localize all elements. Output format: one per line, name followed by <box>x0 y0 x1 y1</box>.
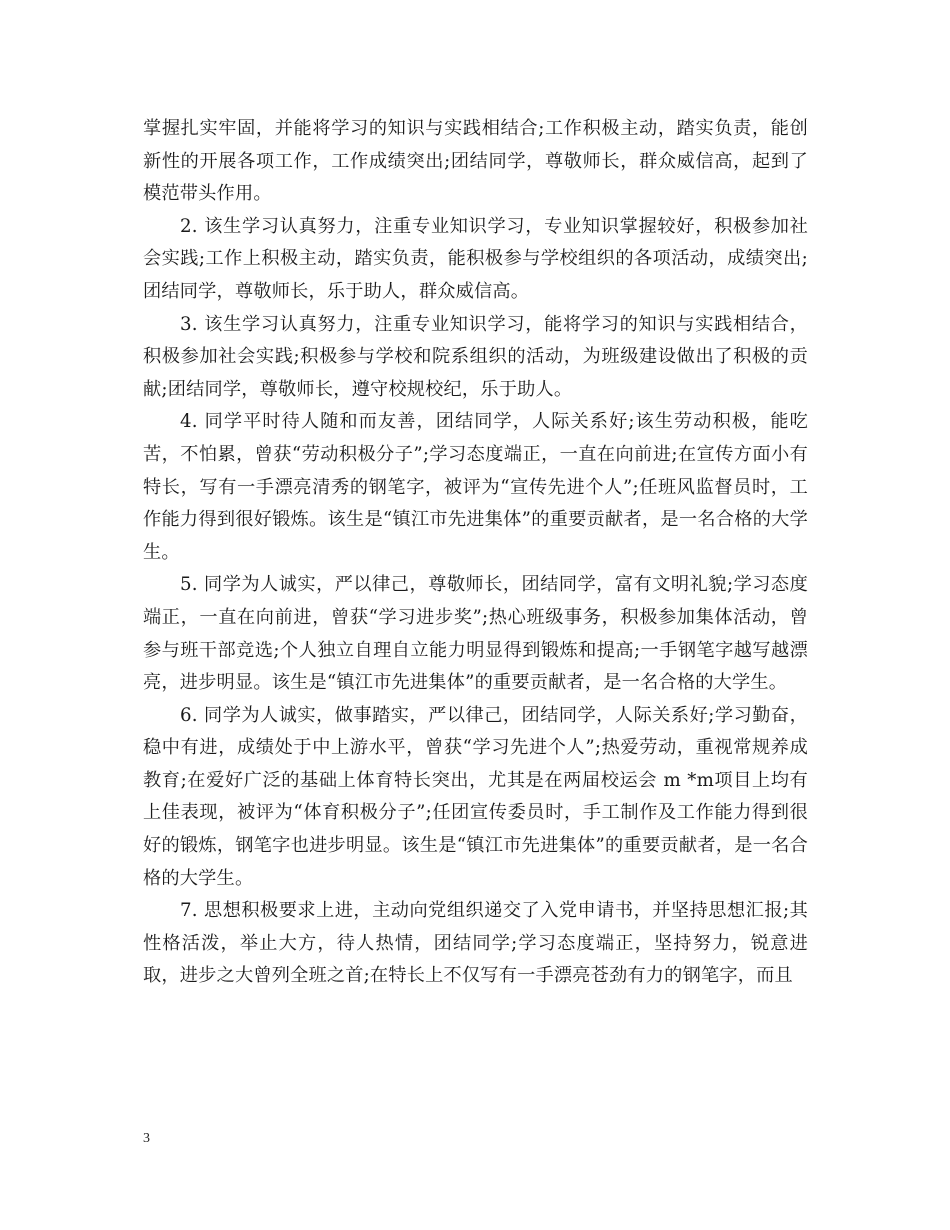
paragraph-item-7: 7. 思想积极要求上进，主动向党组织递交了入党申请书，并坚持思想汇报;其性格活泼，举止大方，待人热情，团结同学;学习态度端正，坚持努力，锐意进取，进步之大曾列全班之首;在特长上不仅写有一手漂亮苍劲有力的钢笔字，而且 <box>143 900 808 987</box>
paragraph-item-5: 5. 同学为人诚实，严以律己，尊敬师长，团结同学，富有文明礼貌;学习态度端正，一直在向前进，曾获“学习进步奖”;热心班级事务，积极参加集体活动，曾参与班干部竞选;个人独立自理自立能力明显得到锻炼和提高;一手钢笔字越写越漂亮，进步明显。该生是“镇江市先进集体”的重要贡献者，是一名合格的大学生。 <box>143 574 808 694</box>
paragraph-item-3: 3. 该生学习认真努力，注重专业知识学习，能将学习的知识与实践相结合，积极参加社会实践;积极参与学校和院系组织的活动，为班级建设做出了积极的贡献;团结同学，尊敬师长，遵守校规校纪，乐于助人。 <box>143 313 808 400</box>
page-number: 3 <box>143 1131 150 1146</box>
paragraph-item-6: 6. 同学为人诚实，做事踏实，严以律己，团结同学，人际关系好;学习勤奋，稳中有进，成绩处于中上游水平，曾获“学习先进个人”;热爱劳动，重视常规养成教育;在爱好广泛的基础上体育特长突出，尤其是在两届校运会 m *m项目上均有上佳表现，被评为“体育积极分子”;任团宣传委员时，手工制作及工作能力得到很好的锻炼，钢笔字也进步明显。该生是“镇江市先进集体”的重要贡献者，是一名合格的大学生。 <box>143 704 808 889</box>
paragraph-item-2: 2. 该生学习认真努力，注重专业知识学习，专业知识掌握较好，积极参加社会实践;工作上积极主动，踏实负责，能积极参与学校组织的各项活动，成绩突出;团结同学，尊敬师长，乐于助人，群众威信高。 <box>143 215 808 302</box>
paragraph-item-4: 4. 同学平时待人随和而友善，团结同学，人际关系好;该生劳动积极，能吃苦，不怕累，曾获“劳动积极分子”;学习态度端正，一直在向前进;在宣传方面小有特长，写有一手漂亮清秀的钢笔字，被评为“宣传先进个人”;任班风监督员时，工作能力得到很好锻炼。该生是“镇江市先进集体”的重要贡献者，是一名合格的大学生。 <box>143 411 808 563</box>
paragraph-continued: 掌握扎实牢固，并能将学习的知识与实践相结合;工作积极主动，踏实负责，能创新性的开展各项工作，工作成绩突出;团结同学，尊敬师长，群众威信高，起到了模范带头作用。 <box>143 118 808 205</box>
document-body <box>143 113 808 993</box>
